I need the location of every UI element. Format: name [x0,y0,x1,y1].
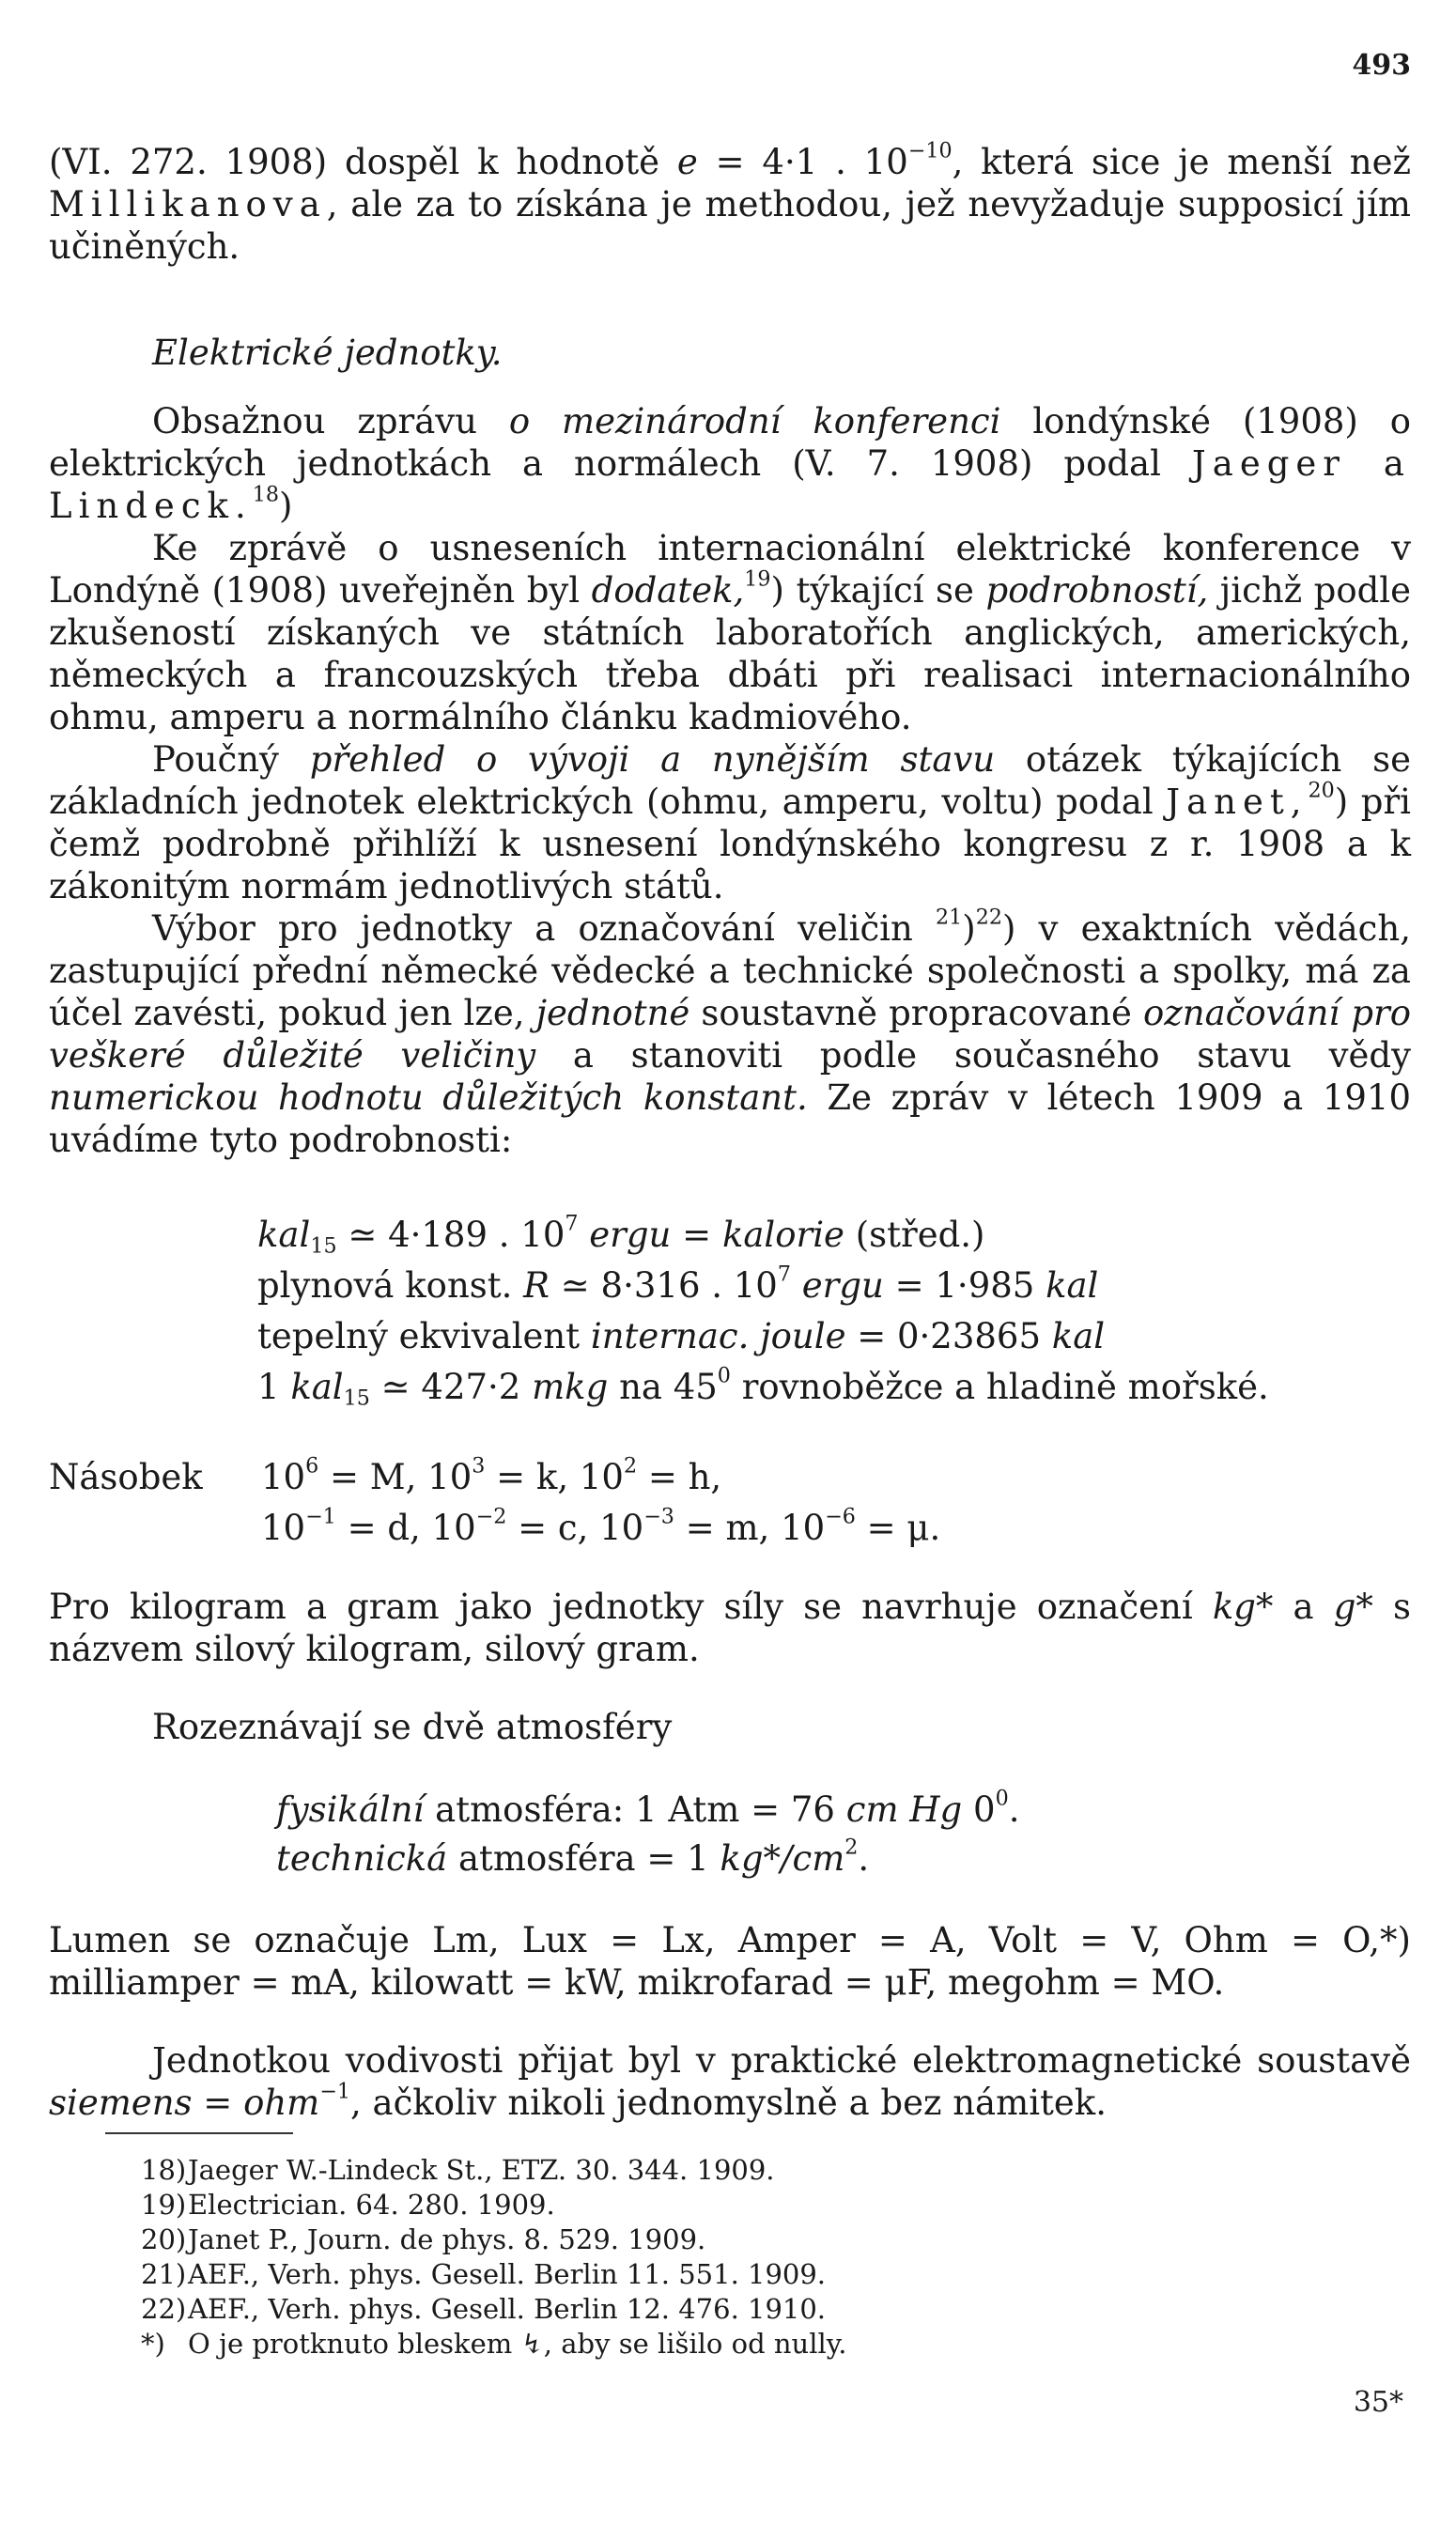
author-janet: Janet, [1166,782,1309,822]
formula-block [257,1210,1411,1413]
author-jaeger-lindeck: Jaeger a Lindeck. [49,443,1411,526]
atmospheres-block [276,1786,1411,1883]
formula-heat-equivalent: tepelný ekvivalent internac. joule = 0·23865 kal [257,1316,1106,1356]
paragraph-committee: Výbor pro jednotky a označování veličin $^{21}$)$^{22}$) v exaktních vědách, zastupující přední německé vědecké a technické společnosti a spolky, má za účel zavésti, pokud jen lze, jednotné soustavně propracované označování pro veškeré důležité veličiny a stanoviti podle současného stavu vědy numerickou hodnotu důležitých konstant. Ze zpráv v létech 1909 a 1910 uvádíme tyto podrobnosti: [49,905,1412,1160]
footnote-ref-21: 21 [936,905,963,930]
footnote-item: 20)Janet P., Journ. de phys. 8. 529. 1909. [141,2223,706,2255]
formula-calorie: kal$_{15}$ ≃ 4·189 . $10^7$ ergu = kalorie (střed.) [257,1211,985,1259]
multiples-row: $10^{-1} = d$, $10^{-2} = c$, $10^{-3} = m$, $10^{-6} = \mu$. [261,1504,941,1548]
atmosphere-physical: fysikální atmosféra: 1 Atm = 76 cm Hg $0^0$. [276,1786,1020,1830]
footnote-ref-19: 19 [744,566,771,592]
paragraph-kilogram-force: Pro kilogram a gram jako jednotky síly se navrhuje označení kg* a g* s názvem silový kilogram, silový gram. [49,1587,1411,1669]
formula-gas-constant: plynová konst. R ≃ 8·316 . $10^7$ ergu = 1·985 kal [257,1262,1099,1306]
section-heading: Elektrické jednotky. [152,333,503,373]
footnotes [141,2153,1362,2362]
paragraph-overview: Poučný přehled o vývoji a nynějším stavu otázek týkajících se základních jednotek elektrických (ohmu, amperu, voltu) podal Janet,$^{20}$) při čemž podrobně přihlíží k usnesení londýnského kongresu z r. 1908 a k zákonitým normám jednotlivých států. [49,739,1411,906]
paragraph-conference-report: Obsažnou zprávu o mezinárodní konferenci londýnské (1908) o elektrických jednotkách a normálech (V. 7. 1908) podal Jaeger a Lindeck.$^{18}$) [49,401,1411,526]
author-millikan: Millikanova [49,184,327,225]
body-text [49,138,1412,2124]
footnote-divider [105,2132,293,2134]
printer-signature: 35* [1353,2386,1403,2419]
page-number: 493 [1352,49,1411,82]
footnote-item: *) O je protknuto bleskem ↯, aby se lišilo od nully. [141,2328,847,2360]
atmosphere-technical: technická atmosféra = 1 $kg*/cm^2$. [276,1835,870,1879]
footnote-item: 22)AEF., Verh. phys. Gesell. Berlin 12. 476. 1910. [141,2293,827,2325]
paragraph-supplement: Ke zprávě o usneseních internacionální elektrické konference v Londýně (1908) uveřejněn byl dodatek,$^{19}$) týkající se podrobností, jichž podle zkušeností získaných ve státních laboratořích anglických, amerických, německých a francouzských třeba dbáti při realisaci internacionálního ohmu, amperu a normálního článku kadmiového. [49,528,1412,737]
multiples-label: Násobek [49,1457,203,1497]
footnote-item: 19)Electrician. 64. 280. 1909. [141,2189,555,2221]
footnote-ref-20: 20 [1308,778,1335,803]
footnote-ref-22: 22 [975,905,1002,930]
footnote-item: 18)Jaeger W.-Lindeck St., ETZ. 30. 344. 1909. [141,2154,775,2186]
paragraph-millikan: (VI. 272. 1908) dospěl k hodnotě e = 4·1 . $10^{-10}$, která sice je menší než Millikanova, ale za to získána je methodou, jež nevyžaduje supposicí jím učiněných. [49,138,1412,267]
paragraph-unit-symbols: Lumen se označuje Lm, Lux = Lx, Amper = A, Volt = V, Ohm = O,*) milliamper = mA, kilowatt = kW, mikrofarad = μF, megohm = MO. [49,1920,1411,2003]
paragraph-atmospheres: Rozeznávají se dvě atmosféry [152,1707,673,1747]
footnote-ref-18: 18 [252,482,279,507]
paragraph-conductivity: Jednotkou vodivosti přijat byl v praktické elektromagnetické soustavě siemens = ohm$^{-1}$, ačkoliv nikoli jednomyslně a bez námitek. [49,2040,1411,2123]
multiples-row: Násobek $10^6 = M$, $10^3 = k$, $10^2 = h$, [49,1452,1411,1503]
multiples-table [49,1452,1411,1554]
formula-mechanical-equivalent: 1 kal$_{15}$ ≃ 427·2 mkg na $45^0$ rovnoběžce a hladině mořské. [257,1363,1269,1411]
footnote-item: 21)AEF., Verh. phys. Gesell. Berlin 11. 551. 1909. [141,2258,827,2290]
